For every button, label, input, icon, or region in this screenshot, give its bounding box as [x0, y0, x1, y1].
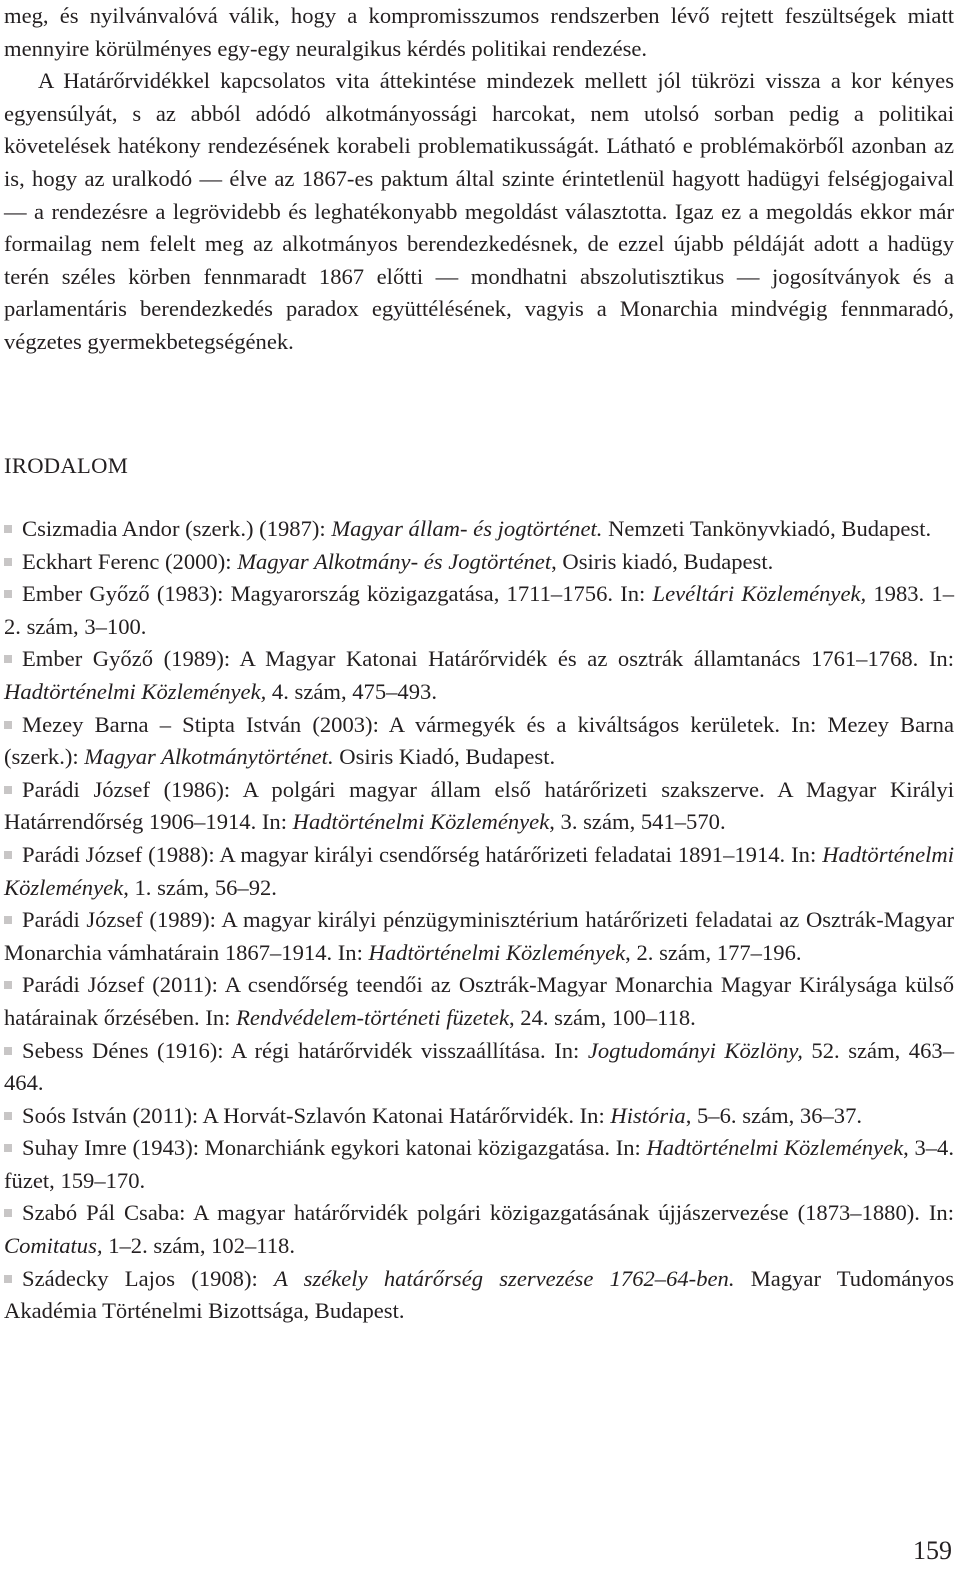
reference-item: Szabó Pál Csaba: A magyar határőrvidék polgári közigazgatásának újjászervezése (1873–1880). In: Comitatus, 1–2. szám, 102–118.: [4, 1200, 954, 1259]
reference-item: Mezey Barna – Stipta István (2003): A vármegyék és a kiváltságos kerületek. In: Mezey Barna (szerk.): Magyar Alkotmánytörténet. Osiris Kiadó, Budapest.: [4, 711, 954, 770]
reference-item: Szádecky Lajos (1908): A székely határőrség szervezése 1762–64-ben. Magyar Tudományos Akadémia Történelmi Bizottsága, Budapest.: [4, 1265, 954, 1324]
reference-item: Sebess Dénes (1916): A régi határőrvidék visszaállítása. In: Jogtudományi Közlöny, 52. szám, 463–464.: [4, 1037, 954, 1096]
paragraph-1: meg, és nyilvánvalóvá válik, hogy a kompromisszumos rendszerben lévő rejtett feszültségek miatt mennyire körülményes egy-egy neuralgikus kérdés politikai rendezése.: [4, 3, 954, 61]
page: [4, 0, 955, 1324]
reference-list: [4, 513, 954, 1328]
page-number: 159: [913, 1536, 952, 1565]
reference-item: Soós István (2011): A Horvát-Szlavón Katonai Határőrvidék. In: História, 5–6. szám, 36–37.: [4, 1100, 954, 1133]
reference-item: Eckhart Ferenc (2000): Magyar Alkotmány- és Jogtörténet, Osiris kiadó, Budapest.: [4, 546, 954, 579]
bullet-square-icon: [4, 525, 12, 533]
reference-item: Parádi József (1986): A polgári magyar állam első határőrizeti szakszerve. A Magyar Királyi Határrendőrség 1906–1914. In: Hadtörténelmi Közlemények, 3. szám, 541–570.: [4, 776, 954, 835]
bullet-square-icon: [4, 1209, 12, 1217]
bullet-square-icon: [4, 558, 12, 566]
bullet-square-icon: [4, 1275, 12, 1283]
bullet-square-icon: [4, 1112, 12, 1120]
paragraph-2: A Határőrvidékkel kapcsolatos vita áttekintése mindezek mellett jól tükrözi vissza a kor kényes egyensúlyát, s az abból adódó alkotmányossági harcokat, nem utolsó sorban pedig a politikai követelések hatékony rendezésének korabeli problematikusságát. Látható e problémakörből azonban az is, hogy az uralkodó — élve az 1867-es paktum által szinte érintetlenül hagyott hadügyi felségjogaival — a rendezésre a legrövidebb és leghatékonyabb megoldást választotta. Igaz ez a megoldás ekkor már formailag nem felelt meg az alkotmányos berendezkedésnek, de ezzel újabb példáját adott a hadügy terén széles körben fennmaradt 1867 előtti — mondhatni abszolutisztikus — jogosítványok és a parlamentáris berendezkedés paradox együttélésének, vagyis a Monarchia mindvégig fennmaradó, végzetes gyermekbetegségének.: [4, 68, 954, 354]
bullet-square-icon: [4, 786, 12, 794]
reference-item: Csizmadia Andor (szerk.) (1987): Magyar állam- és jogtörténet. Nemzeti Tankönyvkiadó, Budapest.: [4, 513, 954, 546]
bullet-square-icon: [4, 655, 12, 663]
bullet-square-icon: [4, 590, 12, 598]
bullet-square-icon: [4, 981, 12, 989]
bullet-square-icon: [4, 1047, 12, 1055]
reference-item: Parádi József (1988): A magyar királyi csendőrség határőrizeti feladatai 1891–1914. In: Hadtörténelmi Közlemények, 1. szám, 56–92.: [4, 841, 954, 900]
bullet-square-icon: [4, 916, 12, 924]
section-heading: IRODALOM: [4, 453, 129, 478]
reference-item: Parádi József (2011): A csendőrség teendői az Osztrák-Magyar Monarchia Magyar Királysága külső határainak őrzésében. In: Rendvédelem-történeti füzetek, 24. szám, 100–118.: [4, 972, 954, 1030]
reference-item: Suhay Imre (1943): Monarchiánk egykori katonai közigazgatása. In: Hadtörténelmi Közlemények, 3–4. füzet, 159–170.: [4, 1135, 955, 1193]
reference-item: Ember Győző (1989): A Magyar Katonai Határőrvidék és az osztrák államtanács 1761–1768. In: Hadtörténelmi Közlemények, 4. szám, 475–493.: [4, 646, 954, 704]
bullet-square-icon: [4, 721, 12, 729]
reference-item: Parádi József (1989): A magyar királyi pénzügyminisztérium határőrizeti feladatai az Osztrák-Magyar Monarchia vámhatárain 1867–1914. In: Hadtörténelmi Közlemények, 2. szám, 177–196.: [4, 907, 954, 965]
bullet-square-icon: [4, 1144, 12, 1152]
body-text: [4, 0, 954, 359]
bullet-square-icon: [4, 851, 12, 859]
reference-item: Ember Győző (1983): Magyarország közigazgatása, 1711–1756. In: Levéltári Közlemények, 1983. 1–2. szám, 3–100.: [4, 581, 955, 639]
